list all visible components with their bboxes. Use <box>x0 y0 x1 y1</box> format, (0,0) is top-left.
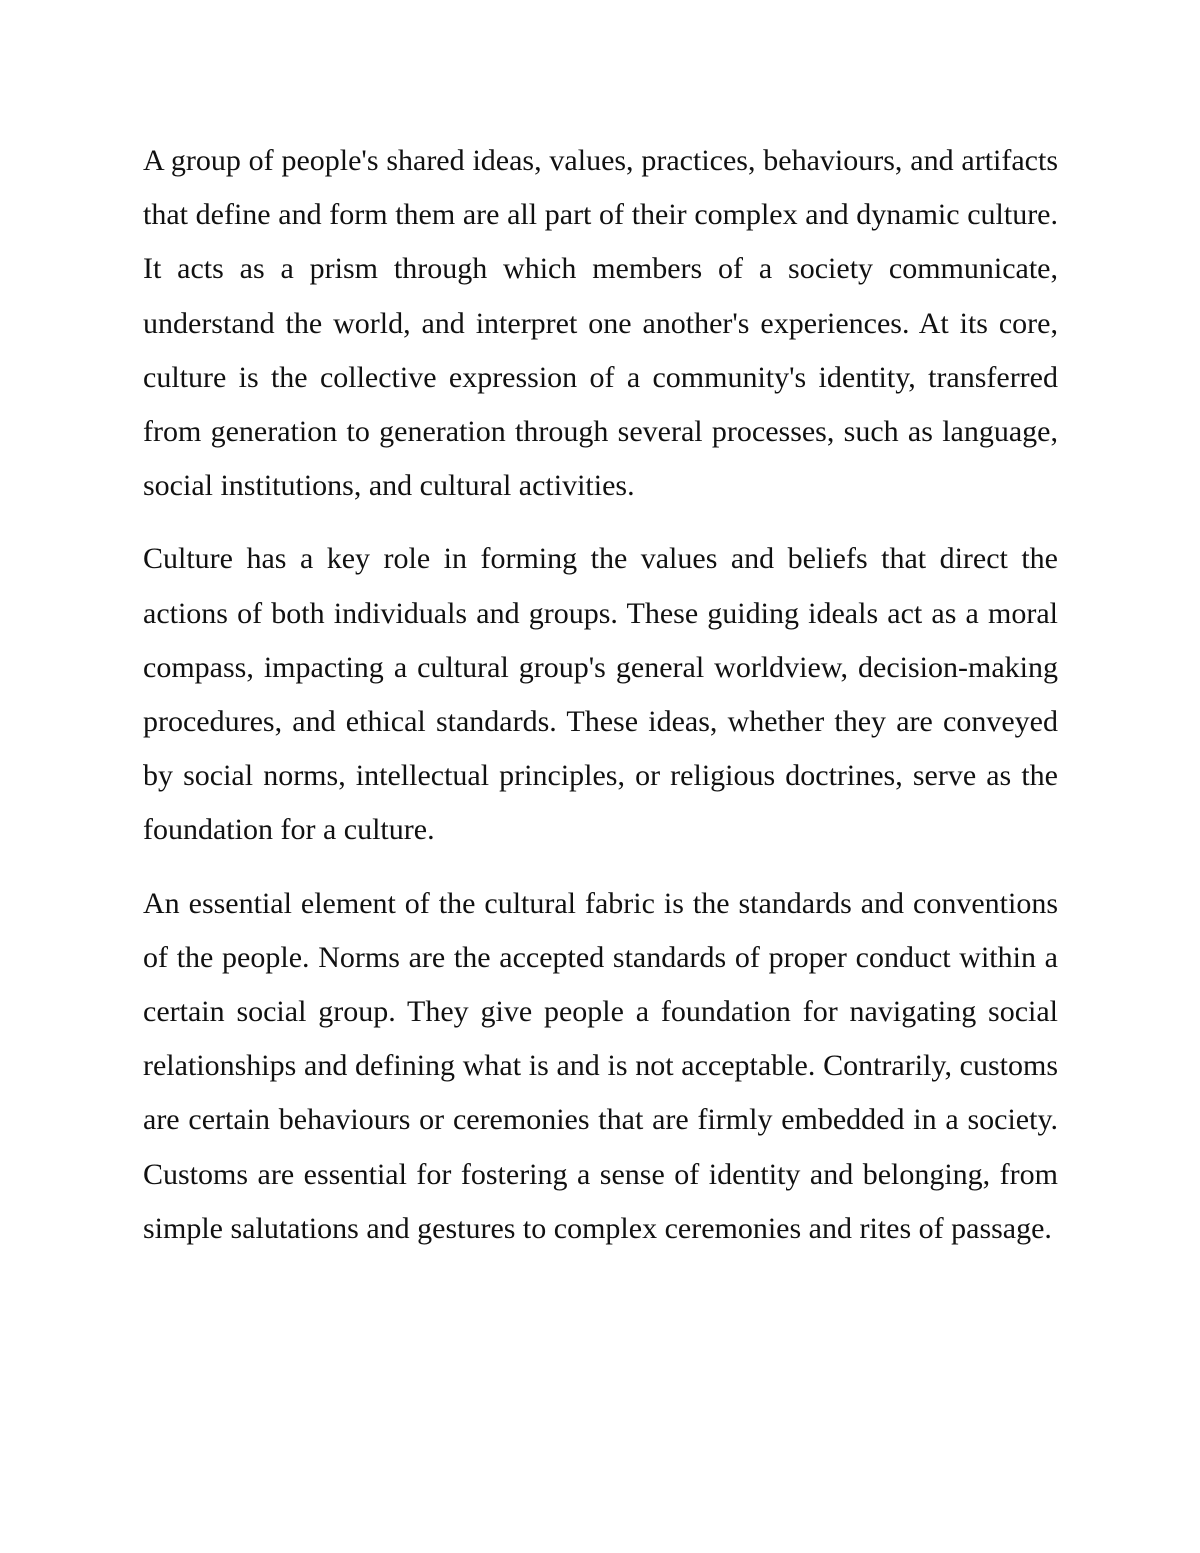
document-body <box>143 134 1058 1275</box>
paragraph-3: An essential element of the cultural fabric is the standards and conventions of the people. Norms are the accepted standards of proper conduct within a certain social group. They give people a foundation for navigating social relationships and defining what is and is not acceptable. Contrarily, customs are certain behaviours or ceremonies that are firmly embedded in a society. Customs are essential for fostering a sense of identity and belonging, from simple salutations and gestures to complex ceremonies and rites of passage. <box>143 886 1058 1245</box>
paragraph-2: Culture has a key role in forming the values and beliefs that direct the actions of both individuals and groups. These guiding ideals act as a moral compass, impacting a cultural group's general worldview, decision-making procedures, and ethical standards. These ideas, whether they are conveyed by social norms, intellectual principles, or religious doctrines, serve as the foundation for a culture. <box>143 542 1058 847</box>
paragraph-1: A group of people's shared ideas, values, practices, behaviours, and artifacts that define and form them are all part of their complex and dynamic culture. It acts as a prism through which members of a society communicate, understand the world, and interpret one another's experiences. At its core, culture is the collective expression of a community's identity, transferred from generation to generation through several processes, such as language, social institutions, and cultural activities. <box>143 144 1058 503</box>
